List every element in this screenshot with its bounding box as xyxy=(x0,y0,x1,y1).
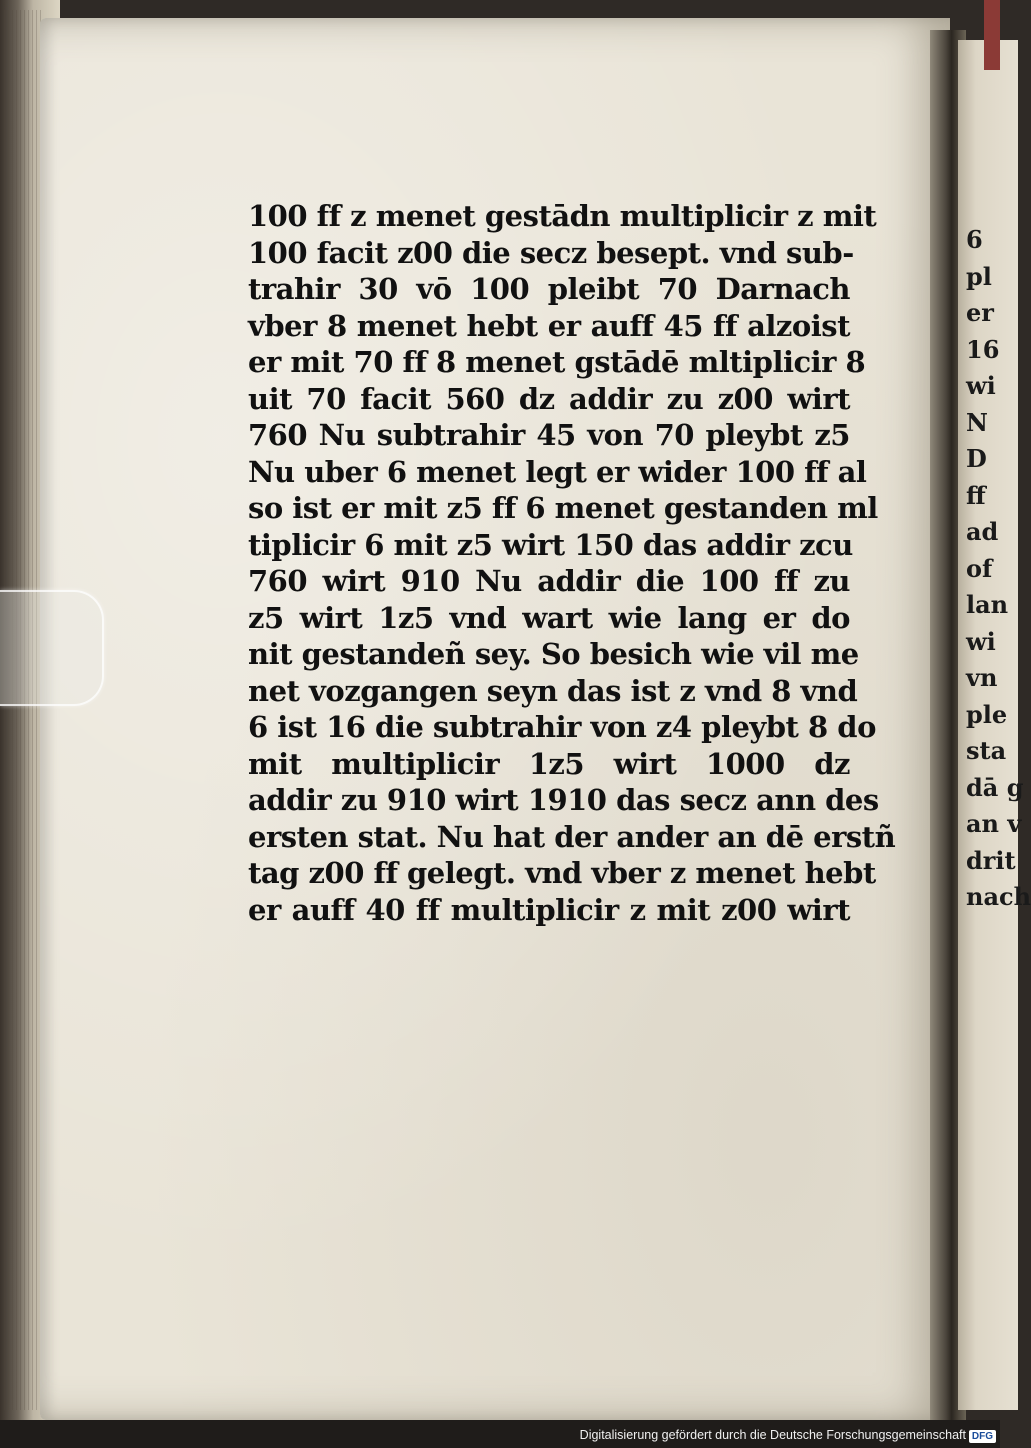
text-line: 100 ff z menet gestādn multiplicir z mit xyxy=(248,199,877,233)
facing-page-line: pl xyxy=(966,261,992,291)
text-line: tiplicir 6 mit z5 wirt 150 das addir zcu xyxy=(248,527,853,562)
text-line: net vozgangen seyn das ist z vnd 8 vnd xyxy=(248,673,858,708)
facing-page-line: D xyxy=(966,444,987,473)
text-line: mit multiplicir 1z5 wirt 1000 dz xyxy=(248,746,850,781)
text-line: 6 ist 16 die subtrahir von z4 pleybt 8 do xyxy=(248,710,876,744)
text-line: nit gestandeñ sey. So besich wie vil me xyxy=(248,637,859,671)
facing-page-line: lan xyxy=(966,590,1009,619)
text-line: uit 70 facit 560 dz addir zu z00 wirt xyxy=(248,381,850,416)
page-clip xyxy=(0,590,104,706)
facing-page-line: dā g xyxy=(966,772,1024,802)
text-line: so ist er mit z5 ff 6 menet gestanden ml xyxy=(248,491,878,525)
facing-page-line: ff xyxy=(966,480,986,510)
footer-bar xyxy=(0,1420,1000,1448)
text-line: z5 wirt 1z5 vnd wart wie lang er do xyxy=(248,600,850,635)
text-line: ersten stat. Nu hat der ander an dē erstñ xyxy=(248,819,896,854)
text-line: trahir 30 vō 100 pleibt 70 Darnach xyxy=(248,272,850,306)
facing-page-line: ple xyxy=(966,699,1008,729)
text-line: 760 wirt 910 Nu addir die 100 ff zu xyxy=(248,564,850,598)
footer-credit: Digitalisierung gefördert durch die Deutsche Forschungsgemeinschaft xyxy=(579,1428,966,1442)
text-line: er mit 70 ff 8 menet gstādē mltiplicir 8 xyxy=(248,345,866,379)
facing-page-line: 6 xyxy=(966,225,983,254)
text-block xyxy=(248,198,896,928)
facing-page-line: an v xyxy=(966,809,1022,838)
facing-page-line: N xyxy=(966,407,988,437)
facing-page-text xyxy=(966,222,1031,916)
facing-page-line: drit xyxy=(966,845,1016,875)
facing-page-line: vn xyxy=(966,663,998,692)
dfg-logo: DFG xyxy=(969,1430,996,1443)
facing-page-line: sta xyxy=(966,736,1007,765)
page-stack-lines xyxy=(4,10,44,1410)
text-line: vber 8 menet hebt er auff 45 ff alzoist xyxy=(248,308,850,343)
facing-page-line: of xyxy=(966,553,993,583)
text-line: er auff 40 ff multiplicir z mit z00 wirt xyxy=(248,892,850,927)
facing-page-line: 16 xyxy=(966,334,1000,364)
text-line: 100 facit z00 die secz besept. vnd sub- xyxy=(248,235,854,270)
cover-edge xyxy=(984,0,1000,70)
facing-page-line: ad xyxy=(966,517,999,546)
text-line: tag z00 ff gelegt. vnd vber z menet hebt xyxy=(248,856,876,890)
facing-page-line: wi xyxy=(966,371,996,400)
facing-page-line: er xyxy=(966,298,994,327)
facing-page-line: wi xyxy=(966,626,996,656)
text-line: addir zu 910 wirt 1910 das secz ann des xyxy=(248,783,879,817)
facing-page-line: nach xyxy=(966,882,1031,911)
text-line: 760 Nu subtrahir 45 von 70 pleybt z5 xyxy=(248,418,850,452)
text-line: Nu uber 6 menet legt er wider 100 ff al xyxy=(248,454,867,489)
